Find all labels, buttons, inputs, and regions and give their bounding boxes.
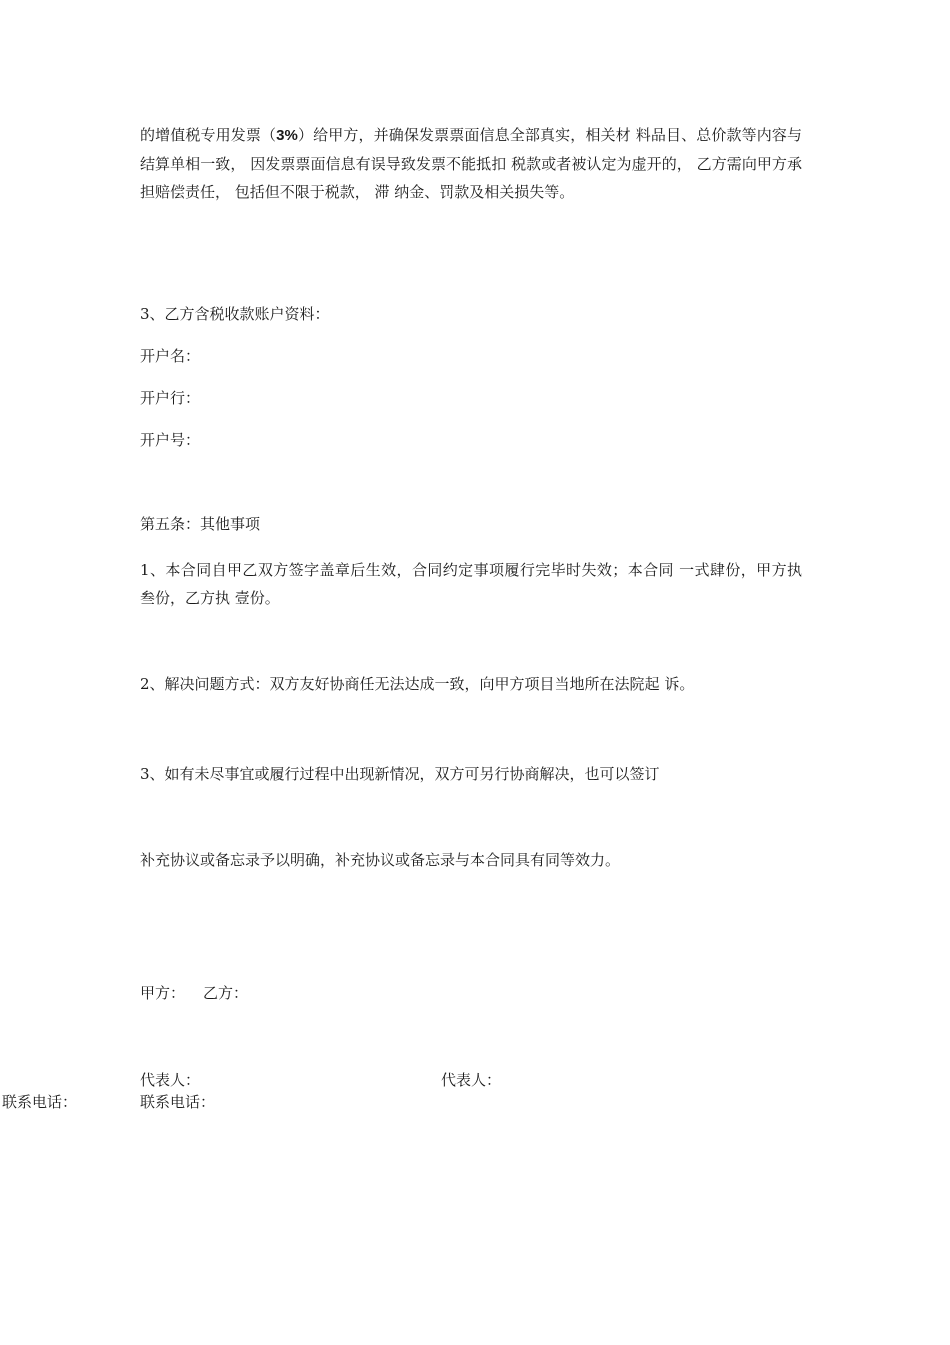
bank-label: 开户行： — [140, 389, 201, 407]
invoice-clause-paragraph — [140, 121, 802, 206]
account-number-label: 开户号： — [140, 431, 201, 449]
party-b-representative-label: 代表人： — [441, 1071, 502, 1089]
party-a-label: 甲方： — [140, 984, 186, 1002]
party-b-label: 乙方： — [203, 984, 249, 1002]
article5-item3-line1: 3、如有未尽事宜或履行过程中出现新情况，双方可另行协商解决，也可以签订 — [140, 765, 660, 783]
tax-rate-value: 3% — [276, 127, 298, 144]
party-a-phone-label: 联系电话： — [2, 1093, 78, 1111]
invoice-clause-text-before: 的增值税专用发票（ — [140, 126, 277, 144]
party-b-phone-label: 联系电话： — [140, 1093, 216, 1111]
article5-item1: 1、本合同自甲乙双方签字盖章后生效，合同约定事项履行完毕时失效；本合同 一式肆份，甲方执 叁份，乙方执 壹份。 — [140, 561, 802, 607]
account-name-label: 开户名： — [140, 347, 201, 365]
invoice-clause-text-after: ）给甲方，并确保发票票面信息全部真实，相关材 料品目、总价款等内容与结算单相一致， 因发票票面信息有误导致发票不能抵扣 税款或者被认定为虚开的， 乙方需向甲方承担赔偿责任， 包括但不限于税款， 滞 纳金、罚款及相关损失等。 — [140, 126, 802, 201]
account-info-heading: 3、乙方含税收款账户资料： — [140, 305, 330, 323]
article5-item2: 2、解决问题方式：双方友好协商任无法达成一致，向甲方项目当地所在法院起 诉。 — [140, 675, 695, 693]
article5-item3-line2: 补充协议或备忘录予以明确，补充协议或备忘录与本合同具有同等效力。 — [140, 851, 621, 869]
article5-title: 第五条：其他事项 — [140, 515, 261, 533]
party-a-representative-label: 代表人： — [140, 1071, 201, 1089]
